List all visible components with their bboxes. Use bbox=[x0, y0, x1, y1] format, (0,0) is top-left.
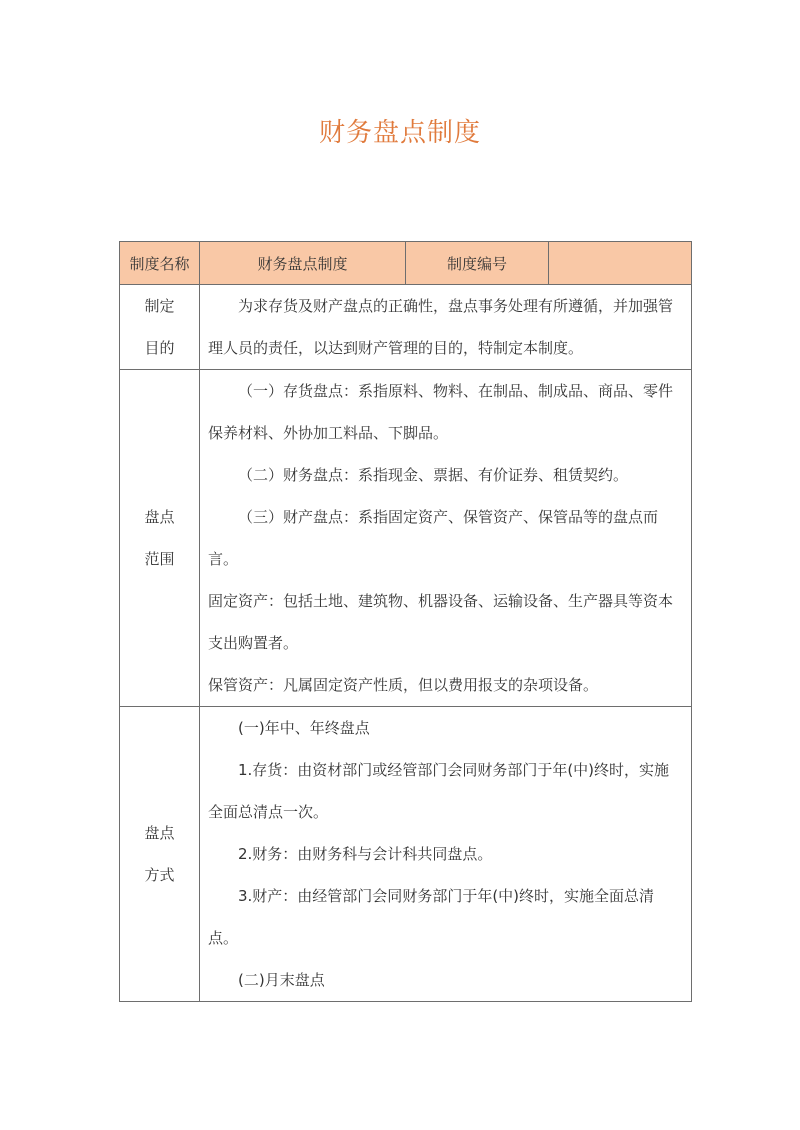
table-row-method bbox=[120, 707, 692, 1002]
paragraph: （二）财务盘点：系指现金、票据、有价证券、租赁契约。 bbox=[238, 466, 629, 484]
system-code-label: 制度编号 bbox=[406, 242, 549, 285]
paragraph: （一）存货盘点：系指原料、物料、在制品、制成品、商品、零件保养材料、外协加工料品、下脚品。 bbox=[208, 382, 674, 442]
paragraph: (二)月末盘点 bbox=[238, 971, 325, 989]
system-code-value bbox=[549, 242, 692, 285]
row-label-purpose: 制定 目的 bbox=[120, 285, 200, 370]
paragraph: （三）财产盘点：系指固定资产、保管资产、保管品等的盘点而言。 bbox=[208, 508, 659, 568]
row-content-method bbox=[200, 707, 692, 1002]
row-label-scope: 盘点 范围 bbox=[120, 370, 200, 707]
system-table bbox=[119, 241, 692, 1002]
paragraph: 1.存货：由资材部门或经管部门会同财务部门于年(中)终时，实施全面总清点一次。 bbox=[208, 761, 670, 821]
row-content-purpose bbox=[200, 285, 692, 370]
row-content-scope bbox=[200, 370, 692, 707]
paragraph: (一)年中、年终盘点 bbox=[238, 719, 370, 737]
table-row-purpose bbox=[120, 285, 692, 370]
paragraph: 为求存货及财产盘点的正确性，盘点事务处理有所遵循，并加强管理人员的责任，以达到财产管理的目的，特制定本制度。 bbox=[208, 297, 674, 357]
header-row bbox=[120, 242, 692, 285]
paragraph: 3.财产：由经管部门会同财务部门于年(中)终时，实施全面总清点。 bbox=[208, 887, 655, 947]
system-name-label: 制度名称 bbox=[120, 242, 200, 285]
table-row-scope bbox=[120, 370, 692, 707]
paragraph: 固定资产：包括土地、建筑物、机器设备、运输设备、生产器具等资本支出购置者。 bbox=[208, 592, 674, 652]
system-name-value: 财务盘点制度 bbox=[200, 242, 406, 285]
paragraph: 2.财务：由财务科与会计科共同盘点。 bbox=[238, 845, 493, 863]
paragraph: 保管资产：凡属固定资产性质，但以费用报支的杂项设备。 bbox=[208, 676, 599, 694]
document-title: 财务盘点制度 bbox=[318, 118, 481, 148]
row-label-method: 盘点 方式 bbox=[120, 707, 200, 1002]
